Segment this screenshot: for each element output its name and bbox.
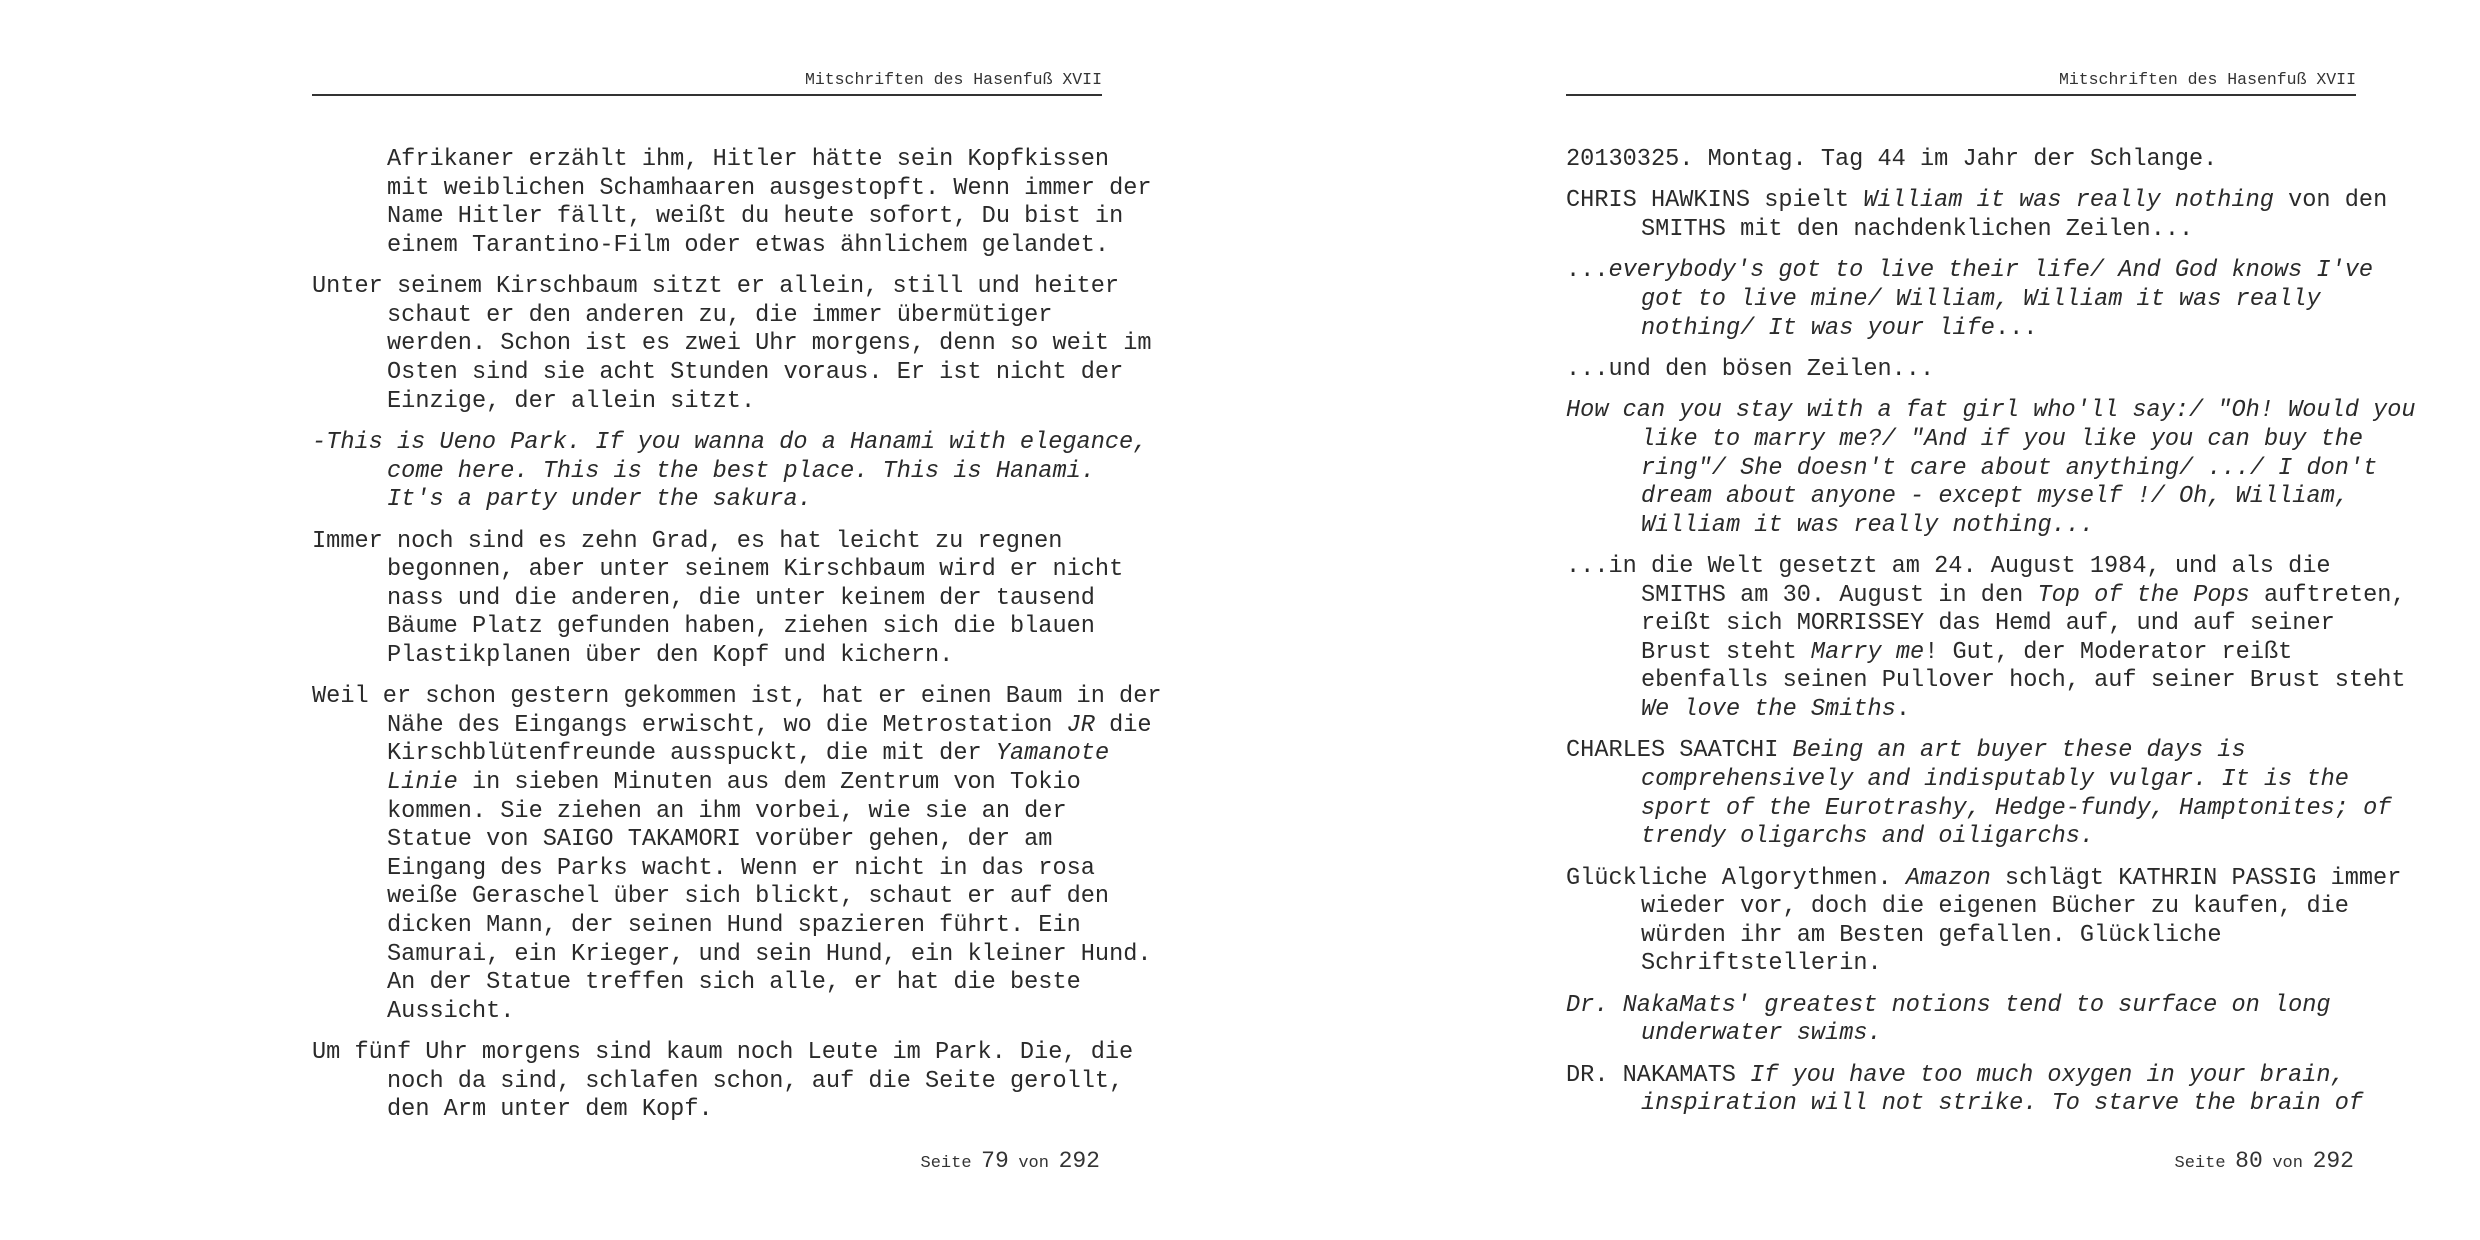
text-run: ...und den bösen Zeilen... — [1566, 355, 1935, 383]
text-run: Statue von SAIGO TAKAMORI vorüber gehen, der am — [387, 826, 1053, 854]
italic-run: JR — [1066, 711, 1095, 739]
text-line — [1641, 639, 2356, 668]
text-line — [387, 798, 1102, 827]
text-line — [1641, 286, 2356, 315]
text-run: werden. Schon ist es zwei Uhr morgens, denn so weit im — [387, 330, 1152, 358]
text-run: schaut er den anderen zu, die immer übermütiger — [387, 301, 1053, 329]
text-line — [1566, 355, 2356, 385]
text-run: Kirschblütenfreunde ausspuckt, die mit der — [387, 740, 996, 768]
text-line — [387, 388, 1102, 417]
text-line — [1641, 950, 2356, 979]
text-run: Einzige, der allein sitzt. — [387, 387, 756, 415]
text-run: ...in die Welt gesetzt am 24. August 1984, und als die — [1566, 553, 2331, 581]
text-run: kommen. Sie ziehen an ihm vorbei, wie sie an der — [387, 797, 1067, 825]
italic-run: come here. This is the best place. This is Hanami. — [387, 457, 1095, 485]
page-body — [312, 146, 1162, 1138]
folio-of-word: von — [2272, 1154, 2303, 1173]
text-run: 20130325. Montag. Tag 44 im Jahr der Schlange. — [1566, 146, 2218, 173]
text-run: dicken Mann, der seinen Hund spazieren führt. Ein — [387, 912, 1081, 940]
text-run: noch da sind, schlafen schon, auf die Seite gerollt, — [387, 1067, 1124, 1095]
text-run: Osten sind sie acht Stunden voraus. Er ist nicht der — [387, 358, 1124, 386]
text-line — [387, 1067, 1124, 1097]
text-line — [387, 998, 1102, 1027]
folio-number: 80 — [2235, 1148, 2263, 1174]
italic-run: everybody's got to live their life/ And God knows I've — [1608, 257, 2374, 285]
italic-run: Yamanote — [995, 740, 1110, 768]
text-run: nass und die anderen, die unter keinem der tausend — [387, 584, 1095, 612]
text-run: Unter seinem Kirschbaum sitzt er allein, still und heiter — [312, 273, 1120, 301]
text-run: Schriftstellerin. — [1641, 950, 1882, 978]
text-line — [387, 203, 1124, 232]
text-line — [387, 330, 1152, 359]
text-line — [312, 527, 1102, 557]
text-line — [387, 458, 1102, 487]
text-run: ! Gut, der Moderator reißt — [1924, 638, 2293, 666]
text-run: reißt sich MORRISSEY das Hemd auf, und auf seiner — [1641, 610, 2335, 638]
text-run: von den — [2273, 187, 2388, 215]
text-run: Name Hitler fällt, weißt du heute sofort, Du bist in — [387, 203, 1124, 231]
text-run: Um fünf Uhr morgens sind kaum noch Leute im Park. Die, die — [312, 1039, 1134, 1067]
italic-run: Linie — [387, 769, 458, 797]
text-line — [1641, 454, 2378, 484]
text-run: ebenfalls seinen Pullover hoch, auf seiner Brust steht — [1641, 667, 2406, 695]
paragraph — [1566, 397, 2416, 540]
text-run: weiße Geraschel über sich blickt, schaut er auf den — [387, 883, 1110, 911]
text-run: DR. NAKAMATS — [1566, 1061, 1751, 1089]
text-run: begonnen, aber unter seinem Kirschbaum wird er nicht — [387, 556, 1124, 584]
folio-total: 292 — [1058, 1148, 1100, 1174]
text-line — [387, 940, 1152, 970]
text-run: in sieben Minuten aus dem Zentrum von Tokio — [457, 769, 1081, 797]
text-run: einem Tarantino-Film oder etwas ähnlichem gelandet. — [387, 231, 1110, 259]
paragraph — [312, 527, 1124, 671]
text-run: auftreten, — [2249, 581, 2406, 609]
text-run: Bäume Platz gefunden haben, ziehen sich die blauen — [387, 613, 1095, 641]
paragraph — [1566, 992, 2356, 1049]
text-line — [1641, 315, 2356, 344]
text-line — [387, 855, 1102, 884]
text-run: Weil er schon gestern gekommen ist, hat er einen Baum in der — [312, 683, 1162, 711]
text-line — [387, 302, 1102, 331]
text-line — [1566, 991, 2356, 1021]
text-run: Samurai, ein Krieger, und sein Hund, ein kleiner Hund. — [387, 940, 1152, 968]
italic-run: got to live mine/ William, William it was really — [1641, 285, 2321, 313]
folio-of-word: von — [1018, 1154, 1049, 1173]
text-line — [387, 613, 1102, 642]
text-line — [387, 740, 1110, 769]
paragraph — [312, 1039, 1134, 1125]
folio-word: Seite — [2174, 1154, 2226, 1173]
text-run: schlägt KATHRIN PASSIG immer — [1990, 864, 2402, 892]
italic-run: Being an art buyer these days is — [1792, 737, 2246, 765]
text-run: An der Statue treffen sich alle, er hat die beste — [387, 969, 1081, 997]
italic-run: How can you stay with a fat girl who'll say:/ "Oh! Would you — [1566, 397, 2416, 425]
text-run: SMITHS mit den nachdenklichen Zeilen... — [1641, 215, 2194, 243]
text-run: Immer noch sind es zehn Grad, es hat leicht zu regnen — [312, 527, 1063, 555]
text-run: Nähe des Eingangs erwischt, wo die Metrostation — [387, 711, 1067, 739]
text-run: SMITHS am 30. August in den — [1641, 581, 2038, 609]
text-run: ... — [1994, 314, 2038, 342]
text-line — [1566, 146, 2356, 175]
text-line — [1641, 667, 2406, 696]
italic-run: Amazon — [1905, 864, 1991, 892]
text-line — [1641, 823, 2356, 852]
page-body — [1566, 146, 2416, 1132]
text-line — [1566, 864, 2402, 894]
folio-word: Seite — [920, 1154, 972, 1173]
text-line — [387, 769, 1102, 798]
paragraph — [1566, 737, 2392, 851]
italic-run: like to marry me?/ "And if you like you can buy the — [1641, 425, 2364, 453]
italic-run: William it was really nothing — [1863, 187, 2274, 215]
text-line — [1641, 766, 2356, 795]
text-run: Glückliche Algorythmen. — [1566, 864, 1906, 892]
text-line — [1641, 425, 2364, 455]
text-run: den Arm unter dem Kopf. — [387, 1096, 713, 1124]
text-line — [312, 273, 1120, 302]
italic-run: Marry me — [1810, 638, 1925, 666]
text-run: ... — [1566, 257, 1609, 285]
paragraph — [1566, 864, 2402, 979]
text-line — [387, 231, 1110, 261]
text-line — [387, 585, 1102, 614]
folio-number: 79 — [981, 1148, 1009, 1174]
text-line — [312, 428, 1148, 458]
italic-run: Dr. NakaMats' greatest notions tend to surface on long — [1566, 991, 2331, 1019]
italic-run: It's a party under the sakura. — [387, 486, 812, 514]
italic-run: underwater swims. — [1641, 1020, 1882, 1048]
italic-run: ring"/ She doesn't care about anything/ .../ I don't — [1641, 454, 2378, 482]
paragraph — [1566, 1061, 2364, 1119]
text-line — [387, 486, 1102, 515]
text-run: Afrikaner erzählt ihm, Hitler hätte sein Kopfkissen — [387, 146, 1110, 173]
text-line — [387, 358, 1124, 388]
paragraph — [312, 146, 1152, 260]
paragraph — [1566, 146, 2356, 175]
text-line — [387, 642, 1102, 671]
text-run: die — [1094, 711, 1152, 739]
italic-run: trendy oligarchs and oiligarchs. — [1641, 823, 2095, 851]
italic-run: We love the Smiths — [1641, 696, 1896, 724]
text-run: mit weiblichen Schamhaaren ausgestopft. Wenn immer der — [387, 174, 1152, 202]
text-run: wieder vor, doch die eigenen Bücher zu kaufen, die — [1641, 893, 2349, 921]
page-number — [2175, 1148, 2354, 1174]
text-run: Brust steht — [1641, 638, 1811, 666]
running-header: Mitschriften des Hasenfuß XVII — [1566, 70, 2356, 96]
italic-run: inspiration will not strike. To starve the brain of — [1641, 1090, 2364, 1118]
text-run: . — [1895, 696, 1911, 724]
text-line — [1566, 397, 2416, 426]
text-line — [1641, 512, 2356, 541]
text-line — [1566, 1061, 2356, 1091]
text-run: Plastikplanen über den Kopf und kichern. — [387, 641, 954, 669]
text-line — [312, 683, 1162, 712]
italic-run: Top of the Pops — [2037, 581, 2250, 609]
running-header: Mitschriften des Hasenfuß XVII — [312, 70, 1102, 96]
paragraph — [312, 273, 1152, 416]
text-line — [1566, 553, 2356, 582]
text-line — [1641, 610, 2356, 639]
text-line — [387, 556, 1124, 585]
text-line — [1566, 737, 2356, 766]
italic-run: William it was really nothing... — [1641, 511, 2095, 539]
text-line — [1641, 696, 2356, 725]
italic-run: If you have too much oxygen in your brain, — [1750, 1061, 2345, 1089]
text-line — [387, 883, 1110, 912]
text-line — [1641, 1090, 2364, 1119]
text-run: CHRIS HAWKINS spielt — [1566, 187, 1864, 215]
italic-run: dream about anyone - except myself !/ Oh, William, — [1641, 483, 2349, 511]
folio-total: 292 — [2312, 1148, 2354, 1174]
text-line — [1641, 581, 2406, 611]
paragraph — [1566, 356, 2356, 385]
text-run: CHARLES SAATCHI — [1566, 737, 1793, 765]
text-line — [1566, 257, 2374, 286]
text-run: Aussicht. — [387, 997, 515, 1025]
text-line — [387, 1096, 1102, 1125]
page-number — [921, 1148, 1100, 1174]
text-line — [387, 826, 1102, 855]
text-line — [1641, 794, 2392, 824]
paragraph — [312, 683, 1162, 1026]
italic-run: nothing/ It was your life — [1641, 314, 1995, 342]
text-line — [387, 912, 1102, 941]
left-page — [312, 0, 1162, 1240]
text-line — [312, 1039, 1134, 1068]
text-line — [1641, 922, 2356, 951]
text-line — [1641, 1020, 2356, 1049]
italic-run: comprehensively and indisputably vulgar. It is the — [1641, 766, 2349, 794]
text-line — [387, 969, 1102, 998]
right-page — [1566, 0, 2416, 1240]
text-line — [387, 174, 1152, 204]
text-line — [1641, 893, 2356, 922]
text-run: würden ihr am Besten gefallen. Glückliche — [1641, 921, 2222, 949]
text-line — [1566, 187, 2388, 216]
text-line — [1641, 483, 2356, 512]
italic-run: -This is Ueno Park. If you wanna do a Hanami with elegance, — [312, 428, 1148, 456]
paragraph — [312, 428, 1148, 515]
italic-run: sport of the Eurotrashy, Hedge-fundy, Hamptonites; of — [1641, 794, 2392, 822]
text-run: Eingang des Parks wacht. Wenn er nicht in das rosa — [387, 854, 1095, 882]
paragraph — [1566, 187, 2388, 244]
paragraph — [1566, 553, 2406, 725]
text-line — [1641, 216, 2356, 245]
text-line — [387, 146, 1110, 175]
text-line — [387, 711, 1152, 741]
paragraph — [1566, 257, 2374, 343]
